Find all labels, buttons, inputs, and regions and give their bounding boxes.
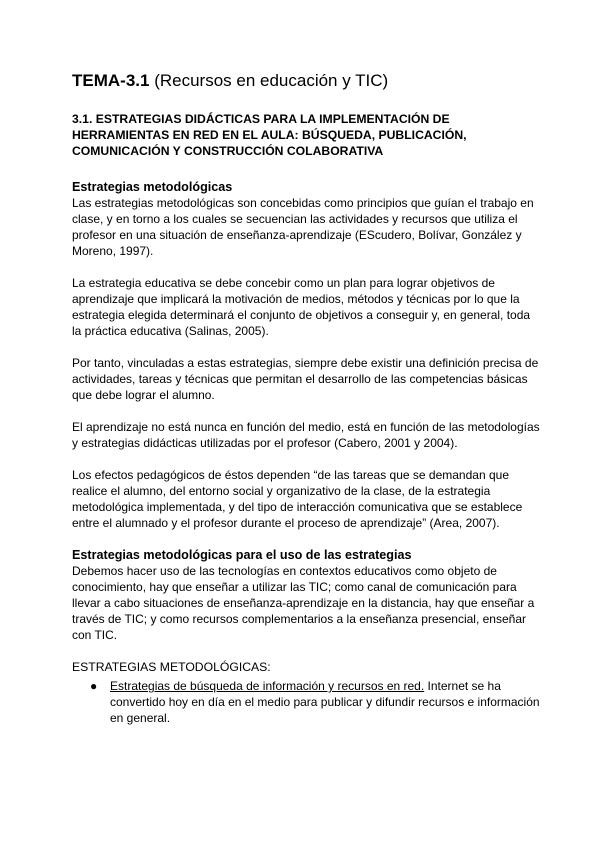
page-title xyxy=(72,70,542,92)
list-label: ESTRATEGIAS METODOLÓGICAS: xyxy=(72,660,271,674)
paragraph: Los efectos pedagógicos de éstos dependen “de las tareas que se demandan que realice el alumno, del entorno social y organizativo de la clase, de la estrategia metodológica implementada, y del tipo de interacción comunicativa que se establece entre el alumnado y el profesor durante el proceso de aprendizaje” (Area, 2007). xyxy=(72,468,523,530)
list-item-text: Internet se ha convertido hoy en día en el medio para publicar y difundir recursos e información en general. xyxy=(110,679,540,725)
paragraph: Debemos hacer uso de las tecnologías en contextos educativos como objeto de conocimiento, hay que enseñar a utilizar las TIC; como canal de comunicación para llevar a cabo situaciones de enseñanza-aprendizaje en la distancia, hay que enseñar a través de TIC; y como recursos complementarios a la enseñanza presencial, enseñar con TIC. xyxy=(72,564,535,642)
bullet-icon: ● xyxy=(90,679,98,693)
paragraph: Las estrategias metodológicas son concebidas como principios que guían el trabajo en clase, y en torno a los cuales se secuencian las actividades y recursos que utiliza el profesor en una situación de enseñanza-aprendizaje (EScudero, Bolívar, González y Moreno, 1997). xyxy=(72,196,534,258)
paragraph: El aprendizaje no está nunca en función del medio, está en función de las metodologías y estrategias didácticas utilizadas por el profesor (Cabero, 2001 y 2004). xyxy=(72,420,540,450)
subheading-estrategias: Estrategias metodológicas xyxy=(72,180,233,194)
title-subtitle: (Recursos en educación y TIC) xyxy=(149,71,389,90)
list-item xyxy=(90,678,542,726)
list-item-title: Estrategias de búsqueda de información y recursos en red. xyxy=(110,679,425,693)
paragraph: Por tanto, vinculadas a estas estrategias, siempre debe existir una definición precisa de actividades, tareas y técnicas que permitan el desarrollo de las competencias básicas que debe lograr el alumno. xyxy=(72,356,539,402)
document-page xyxy=(72,70,542,726)
bullet-list xyxy=(72,678,542,726)
paragraph: La estrategia educativa se debe concebir como un plan para lograr objetivos de aprendizaje que implicará la motivación de medios, métodos y técnicas por lo que la estrategia elegida determinará el conjunto de objetivos a conseguir y, en general, toda la práctica educativa (Salinas, 2005). xyxy=(72,276,531,338)
title-topic: TEMA-3.1 xyxy=(72,71,150,90)
section-heading: 3.1. ESTRATEGIAS DIDÁCTICAS PARA LA IMPLEMENTACIÓN DE HERRAMIENTAS EN RED EN EL AULA: BÚSQUEDA, PUBLICACIÓN, COMUNICACIÓN Y CONSTRUCCIÓN COLABORATIVA xyxy=(72,112,467,158)
subheading-uso-estrategias: Estrategias metodológicas para el uso de las estrategias xyxy=(72,548,412,562)
